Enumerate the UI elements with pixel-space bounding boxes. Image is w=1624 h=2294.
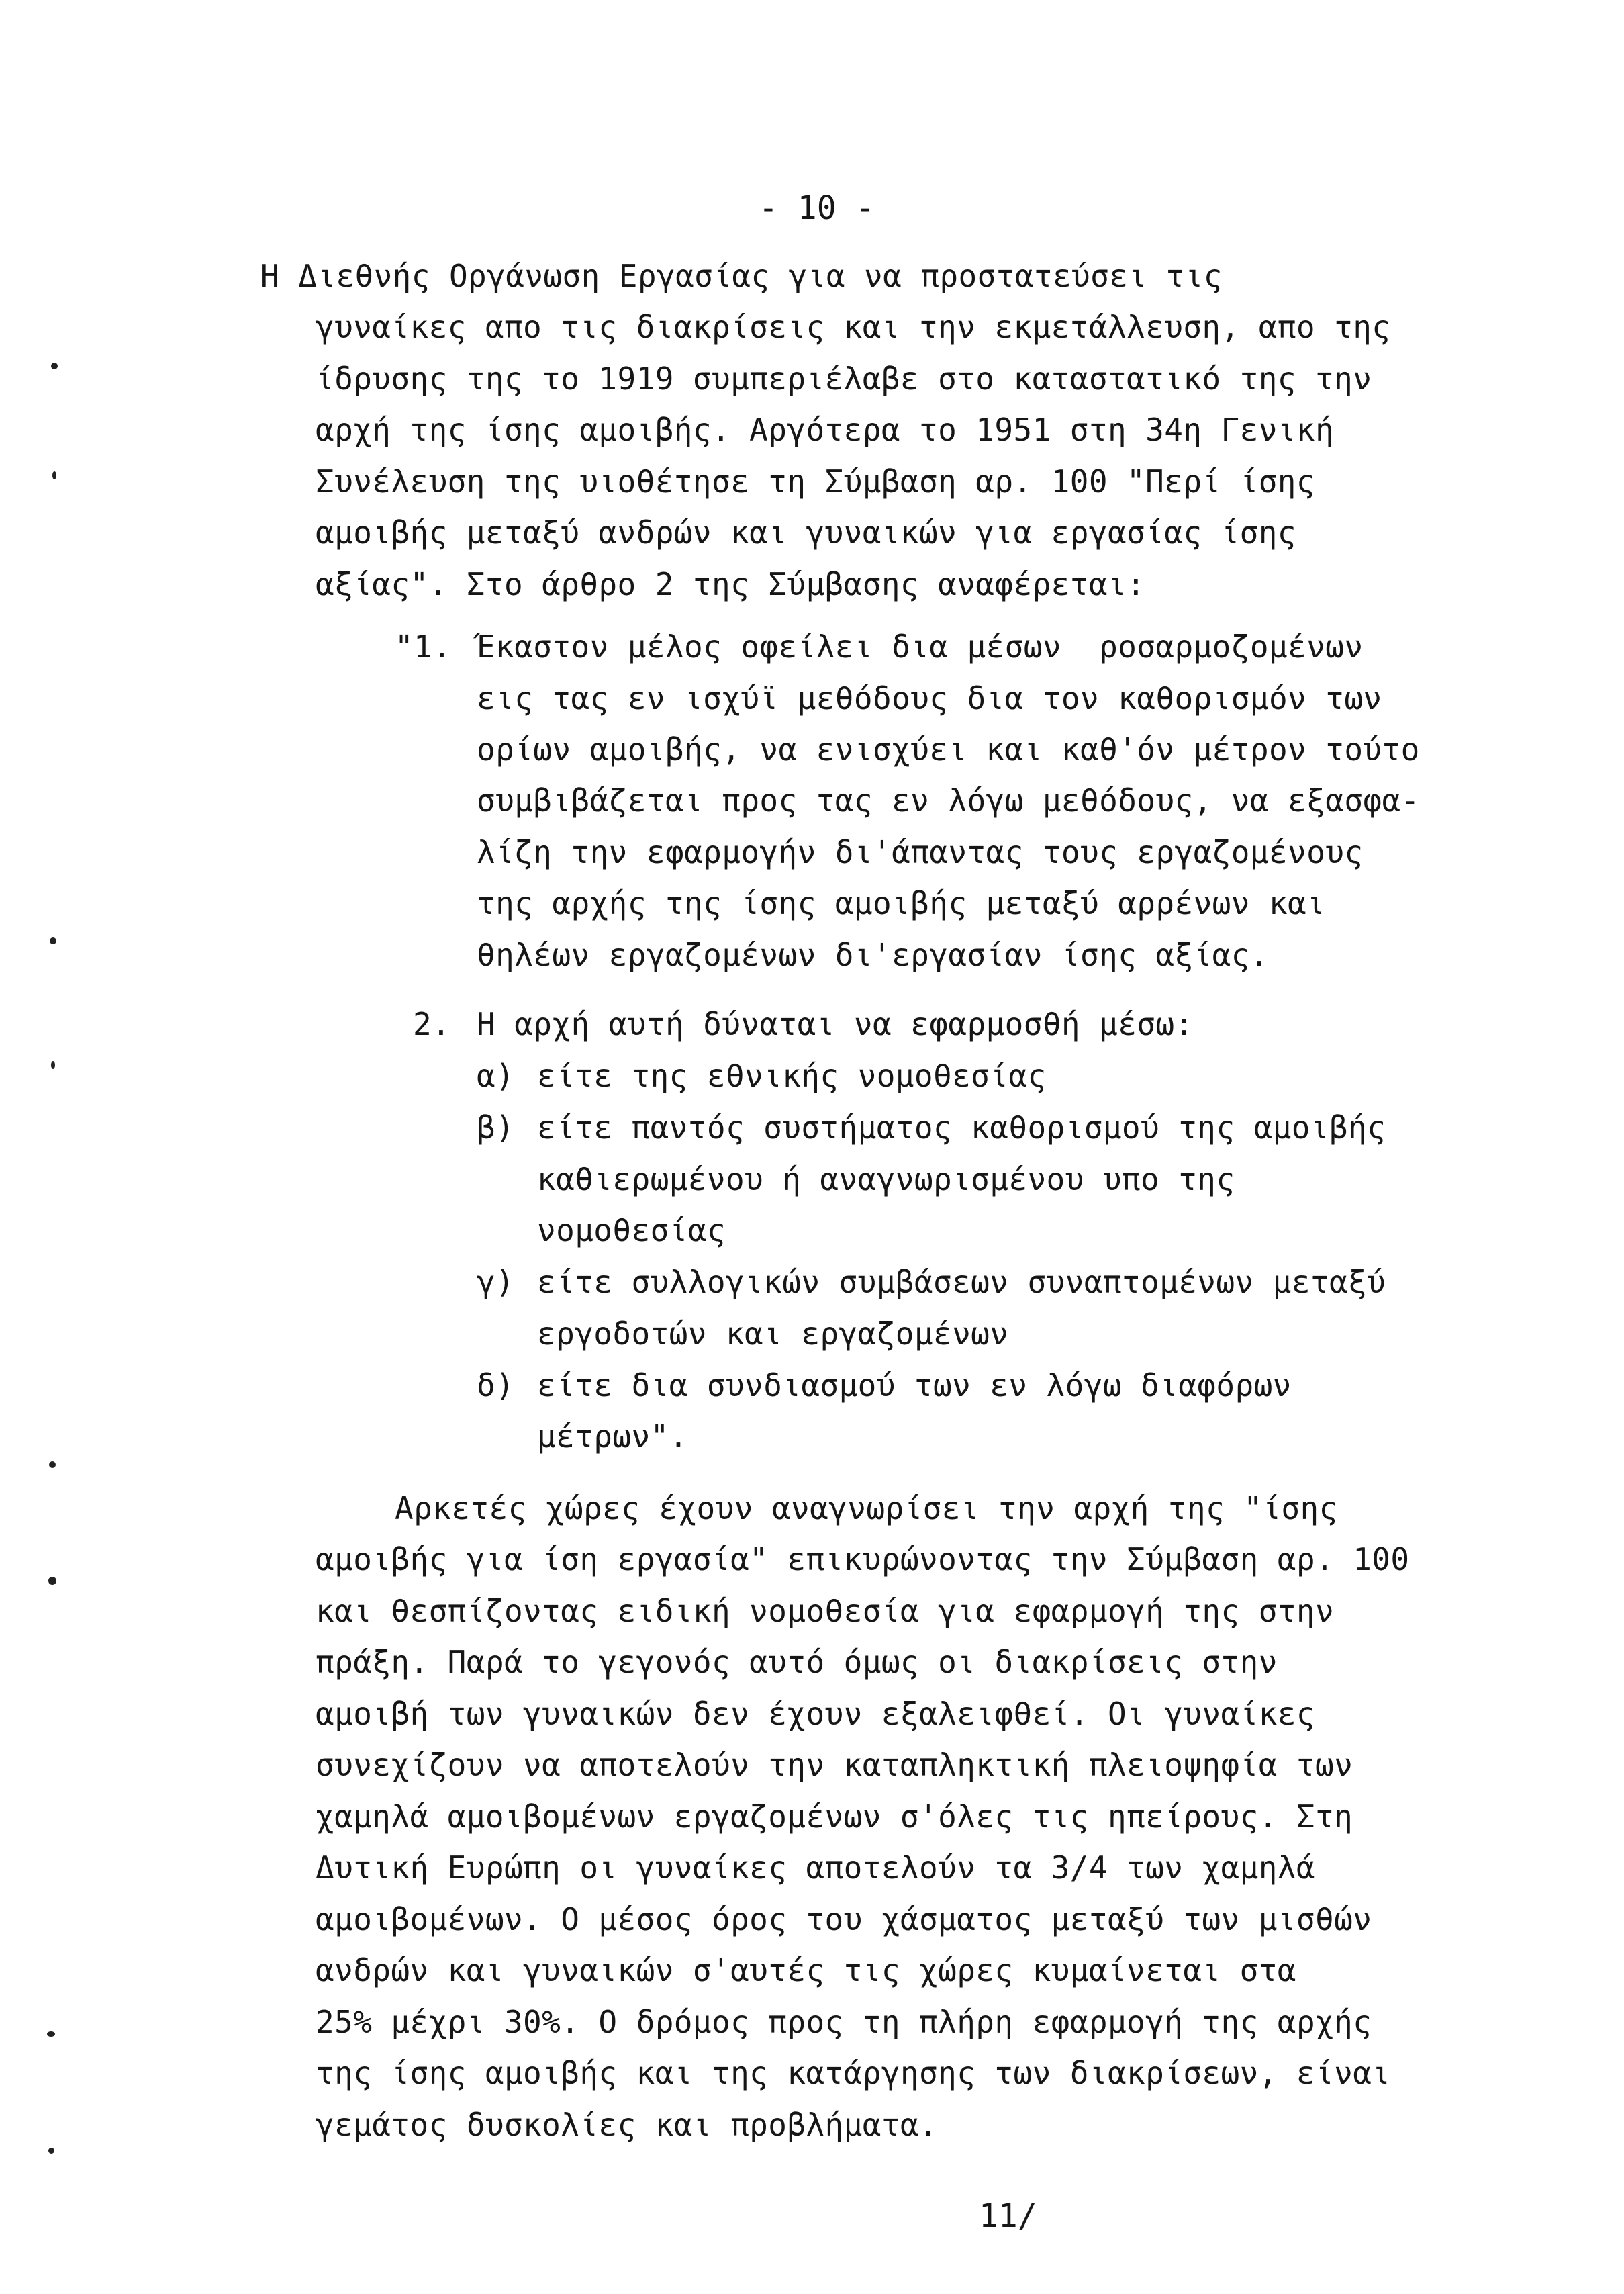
quote-line: θηλέων εργαζομένων δι'εργασίαν ίσης αξίας. xyxy=(477,937,1269,973)
paragraph-line: χαμηλά αμοιβομένων εργαζομένων σ'όλες τις ηπείρους. Στη xyxy=(316,1798,1353,1835)
item-label: α) xyxy=(477,1058,515,1094)
paragraph-line: πράξη. Παρά το γεγονός αυτό όμως οι διακρίσεις στην xyxy=(316,1644,1278,1680)
scan-speck xyxy=(51,363,58,369)
scan-speck xyxy=(50,937,56,944)
item-line: είτε δια συνδιασμού των εν λόγω διαφόρων xyxy=(537,1367,1292,1404)
paragraph-line: γυναίκες απο τις διακρίσεις και την εκμετάλλευση, απο της xyxy=(316,309,1391,345)
item-line: εργοδοτών και εργαζομένων xyxy=(537,1316,1009,1352)
item-line: είτε της εθνικής νομοθεσίας xyxy=(537,1058,1047,1094)
paragraph-line: αξίας". Στο άρθρο 2 της Σύμβασης αναφέρεται: xyxy=(316,566,1146,602)
scan-speck xyxy=(51,1061,55,1069)
item-label: δ) xyxy=(477,1367,515,1404)
item-line: είτε συλλογικών συμβάσεων συναπτομένων μεταξύ xyxy=(537,1264,1386,1300)
item-line: μέτρων". xyxy=(537,1418,688,1455)
article-number: 2. xyxy=(413,1006,451,1042)
quote-line: της αρχής της ίσης αμοιβής μεταξύ αρρένων και xyxy=(477,885,1326,921)
item-line: είτε παντός συστήματος καθορισμού της αμοιβής xyxy=(537,1109,1386,1146)
paragraph-line: 25% μέχρι 30%. Ο δρόμος προς τη πλήρη εφαρμογή της αρχής xyxy=(316,2004,1372,2040)
paragraph-line: αρχή της ίσης αμοιβής. Αργότερα το 1951 στη 34η Γενική xyxy=(316,412,1335,448)
quote-line: Έκαστον μέλος οφείλει δια μέσων ροσαρμοζομένων xyxy=(477,629,1364,665)
scan-speck xyxy=(52,471,56,479)
item-label: γ) xyxy=(477,1264,515,1300)
article-number: "1. xyxy=(395,629,452,665)
paragraph-line: αμοιβής μεταξύ ανδρών και γυναικών για εργασίας ίσης xyxy=(316,514,1296,551)
scan-speck xyxy=(47,2031,55,2037)
article-intro: Η αρχή αυτή δύναται να εφαρμοσθή μέσω: xyxy=(477,1006,1194,1042)
footer-page-number: 11/ xyxy=(979,2197,1037,2235)
scan-speck xyxy=(48,2148,54,2154)
paragraph-line: αμοιβή των γυναικών δεν έχουν εξαλειφθεί. Οι γυναίκες xyxy=(316,1696,1315,1732)
item-line: νομοθεσίας xyxy=(537,1212,726,1248)
scan-speck xyxy=(49,1461,56,1468)
paragraph-line: Αρκετές χώρες έχουν αναγνωρίσει την αρχή της "ίσης xyxy=(395,1490,1338,1526)
paragraph-line: ίδρυσης της το 1919 συμπεριέλαβε στο καταστατικό της την xyxy=(316,361,1372,397)
quote-line: συμβιβάζεται προς τας εν λόγω μεθόδους, να εξασφα- xyxy=(477,782,1420,819)
paragraph-line: ανδρών και γυναικών σ'αυτές τις χώρες κυμαίνεται στα xyxy=(316,1952,1296,1988)
scan-speck xyxy=(48,1577,56,1585)
paragraph-line: και θεσπίζοντας ειδική νομοθεσία για εφαρμογή της στην xyxy=(316,1593,1335,1629)
quote-line: λίζη την εφαρμογήν δι'άπαντας τους εργαζομένους xyxy=(477,834,1364,870)
item-line: καθιερωμένου ή αναγνωρισμένου υπο της xyxy=(537,1161,1235,1197)
paragraph-line: αμοιβομένων. Ο μέσος όρος του χάσματος μεταξύ των μισθών xyxy=(316,1901,1372,1937)
item-label: β) xyxy=(477,1109,515,1146)
paragraph-line: αμοιβής για ίση εργασία" επικυρώνοντας την Σύμβαση αρ. 100 xyxy=(316,1541,1410,1577)
page-number: - 10 - xyxy=(759,189,875,227)
paragraph-line: Δυτική Ευρώπη οι γυναίκες αποτελούν τα 3/4 των χαμηλά xyxy=(316,1849,1315,1886)
paragraph-line: Συνέλευση της υιοθέτησε τη Σύμβαση αρ. 100 "Περί ίσης xyxy=(316,463,1315,500)
quote-line: ορίων αμοιβής, να ενισχύει και καθ'όν μέτρον τούτο xyxy=(477,731,1420,768)
paragraph-line: Η Διεθνής Οργάνωση Εργασίας για να προστατεύσει τις xyxy=(260,258,1223,294)
paragraph-line: γεμάτος δυσκολίες και προβλήματα. xyxy=(316,2107,939,2143)
paragraph-line: συνεχίζουν να αποτελούν την καταπληκτική πλειοψηφία των xyxy=(316,1747,1353,1783)
quote-line: εις τας εν ισχύϊ μεθόδους δια τον καθορισμόν των xyxy=(477,680,1382,717)
paragraph-line: της ίσης αμοιβής και της κατάργησης των διακρίσεων, είναι xyxy=(316,2055,1391,2091)
